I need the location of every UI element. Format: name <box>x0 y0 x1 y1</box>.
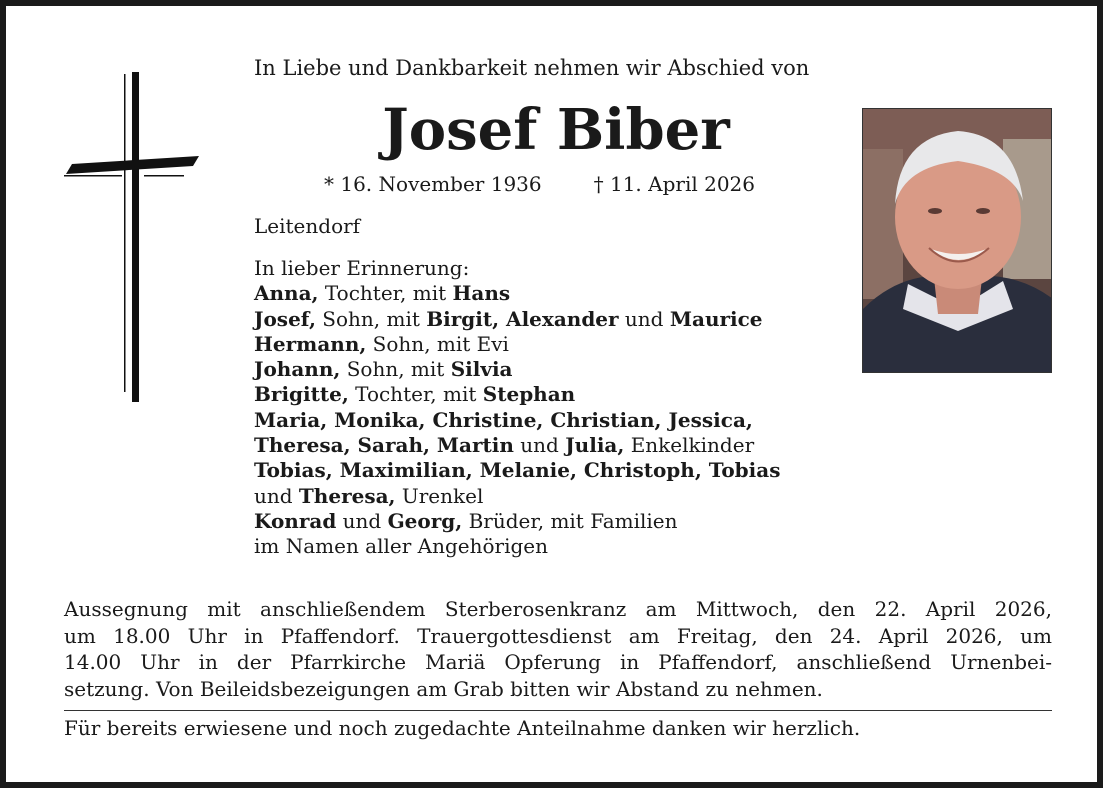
family-name: Anna, <box>254 281 319 306</box>
family-name: Theresa, <box>298 483 396 508</box>
family-text: Sohn, mit Evi <box>366 331 509 356</box>
thanks-line: Für bereits erwiesene und noch zugedachte Anteilnahme danken wir herzlich. <box>64 716 861 740</box>
funeral-details <box>64 596 1052 702</box>
deceased-name: Josef Biber <box>382 97 730 163</box>
family-name: Julia, <box>565 433 625 458</box>
hometown: Leitendorf <box>254 214 361 238</box>
family-name: Maurice <box>669 306 763 331</box>
funeral-line: um 18.00 Uhr in Pfaffendorf. Trauergottesdienst am Freitag, den 24. April 2026, um <box>64 623 1052 648</box>
family-line <box>254 408 780 433</box>
family-text: Sohn, mit <box>315 306 427 331</box>
portrait-photo <box>862 108 1052 373</box>
family-line <box>254 433 780 458</box>
family-line <box>254 332 780 357</box>
family-name: Theresa, Sarah, Martin <box>254 433 514 458</box>
family-name: Georg, <box>387 508 463 533</box>
family-name: Hermann, <box>254 331 367 356</box>
family-name: Brigitte, <box>254 382 349 407</box>
intro-line: In Liebe und Dankbarkeit nehmen wir Abschied von <box>254 56 810 80</box>
family-line <box>254 458 780 483</box>
family-name: Maria, Monika, Christine, Christian, Jessica, <box>254 407 753 432</box>
life-dates <box>324 170 755 198</box>
family-text: und <box>513 433 566 458</box>
family-text: und <box>254 483 299 508</box>
family-text: im Namen aller Angehörigen <box>254 534 549 559</box>
family-name: Silvia <box>450 357 513 382</box>
divider <box>64 710 1052 711</box>
family-line <box>254 484 780 509</box>
cross-icon <box>62 72 202 404</box>
funeral-line: 14.00 Uhr in der Pfarrkirche Mariä Opferung in Pfaffendorf, anschließend Urnenbei- <box>64 650 1052 675</box>
family-name: Josef, <box>254 306 316 331</box>
birth-date: * 16. November 1936 <box>324 172 542 196</box>
family-line <box>254 307 780 332</box>
family-name: Konrad <box>254 508 337 533</box>
family-line <box>254 382 780 407</box>
family-text: Tochter, mit <box>318 281 453 306</box>
family-text: Enkelkinder <box>624 433 755 458</box>
family-heading: In lieber Erinnerung: <box>254 256 470 280</box>
family-name: Stephan <box>482 382 576 407</box>
family-name: Birgit, Alexander <box>426 306 619 331</box>
family-text: Sohn, mit <box>340 357 451 382</box>
family-text: Tochter, mit <box>348 382 483 407</box>
family-line <box>254 534 780 559</box>
family-name: Hans <box>452 281 511 306</box>
family-text: und <box>618 306 670 331</box>
family-line <box>254 357 780 382</box>
family-line <box>254 509 780 534</box>
death-date: † 11. April 2026 <box>593 172 756 196</box>
family-name: Johann, <box>254 357 341 382</box>
family-text: und <box>336 508 388 533</box>
family-text: Urenkel <box>395 483 484 508</box>
funeral-line: setzung. Von Beileidsbezeigungen am Grab bitten wir Abstand zu nehmen. <box>64 676 823 701</box>
family-line <box>254 281 780 306</box>
family-text: Brüder, mit Familien <box>462 508 678 533</box>
funeral-line: Aussegnung mit anschließendem Sterberosenkranz am Mittwoch, den 22. April 2026, <box>64 597 1052 621</box>
family-name: Tobias, Maximilian, Melanie, Christoph, Tobias <box>254 458 781 483</box>
family-list <box>254 256 780 560</box>
